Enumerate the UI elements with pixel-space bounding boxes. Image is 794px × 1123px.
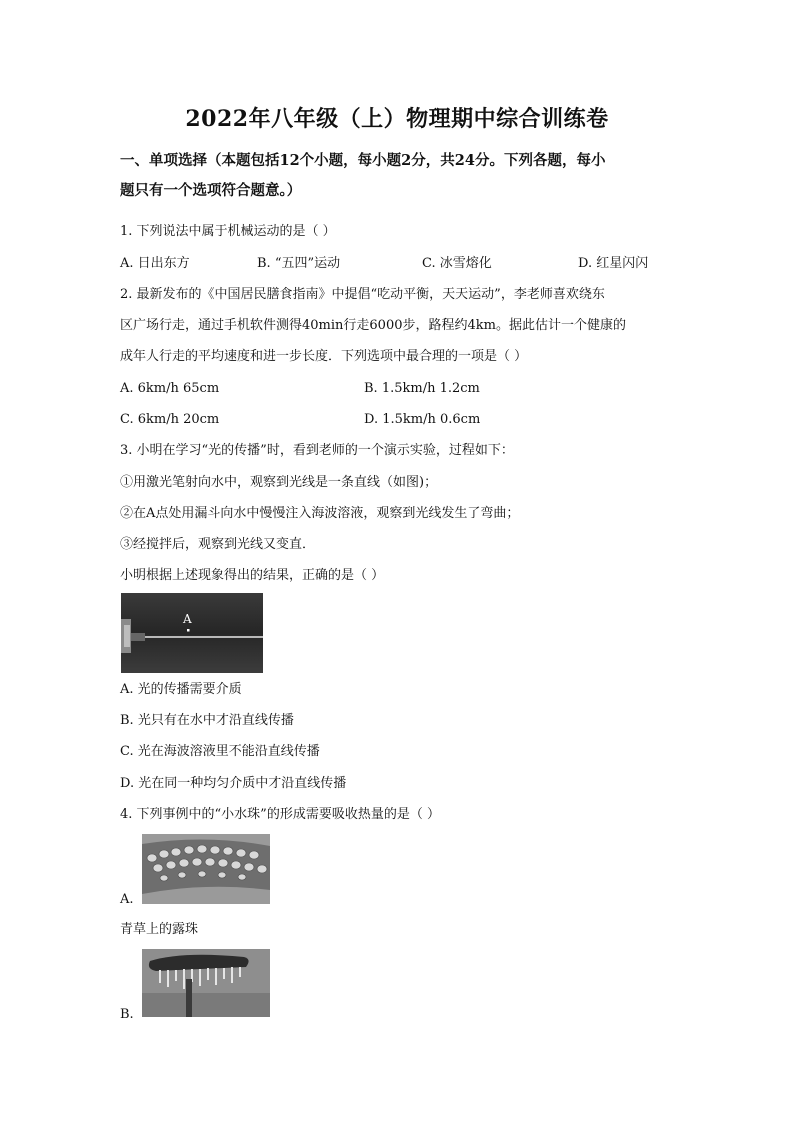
q2-stem-line2: 区广场行走，通过手机软件测得40min行走6000步，路程约4km。据此估计一个健康的: [120, 318, 626, 333]
section-heading-line1: 一、单项选择（本题包括12个小题，每小题2分，共24分。下列各题，每小: [120, 152, 606, 169]
q1-option-c: C. 冰雪熔化: [422, 256, 492, 271]
q3-option-b: B. 光只有在水中才沿直线传播: [120, 713, 294, 728]
page-title: 2022年八年级（上）物理期中综合训练卷: [185, 106, 609, 132]
q1-stem: 1. 下列说法中属于机械运动的是（ ）: [120, 224, 336, 239]
q3-step2: ②在A点处用漏斗向水中慢慢注入海波溶液，观察到光线发生了弯曲；: [120, 506, 520, 521]
q3-option-c: C. 光在海波溶液里不能沿直线传播: [120, 744, 320, 759]
q3-option-a: A. 光的传播需要介质: [120, 682, 242, 697]
q2-stem-line1: 2. 最新发布的《中国居民膳食指南》中提倡“吃动平衡，天天运动”，李老师喜欢绕东: [120, 287, 605, 302]
q3-question: 小明根据上述现象得出的结果，正确的是（ ）: [120, 568, 385, 583]
figure-label-a: A: [183, 612, 192, 626]
q2-option-b: B. 1.5km/h 1.2cm: [364, 381, 480, 396]
laser-water-photo: [121, 593, 263, 673]
q3-option-d: D. 光在同一种均匀介质中才沿直线传播: [120, 776, 347, 791]
q2-option-a: A. 6km/h 65cm: [120, 381, 220, 396]
icicle-bike-seat-photo: [142, 949, 270, 1017]
q4-option-a-letter: A.: [120, 892, 134, 907]
q3-step3: ③经搅拌后，观察到光线又变直．: [120, 537, 316, 552]
q2-option-c: C. 6km/h 20cm: [120, 412, 220, 427]
q2-stem-line3: 成年人行走的平均速度和进一步长度．下列选项中最合理的一项是（ ）: [120, 349, 528, 364]
q4-option-b-letter: B.: [120, 1007, 134, 1022]
q3-step1: ①用激光笔射向水中，观察到光线是一条直线（如图)；: [120, 475, 438, 490]
q2-option-d: D. 1.5km/h 0.6cm: [364, 412, 481, 427]
q4-option-a-caption: 青草上的露珠: [120, 922, 199, 937]
section-heading-line2: 题只有一个选项符合题意。）: [120, 182, 302, 199]
q4-stem: 4. 下列事例中的“小水珠”的形成需要吸收热量的是（ ）: [120, 807, 440, 822]
q1-option-a: A. 日出东方: [120, 256, 190, 271]
q3-stem: 3. 小明在学习“光的传播”时，看到老师的一个演示实验，过程如下：: [120, 443, 514, 458]
dewdrop-grass-photo: [142, 834, 270, 904]
q1-option-d: D. 红星闪闪: [578, 256, 649, 271]
q1-option-b: B. “五四”运动: [257, 256, 341, 271]
